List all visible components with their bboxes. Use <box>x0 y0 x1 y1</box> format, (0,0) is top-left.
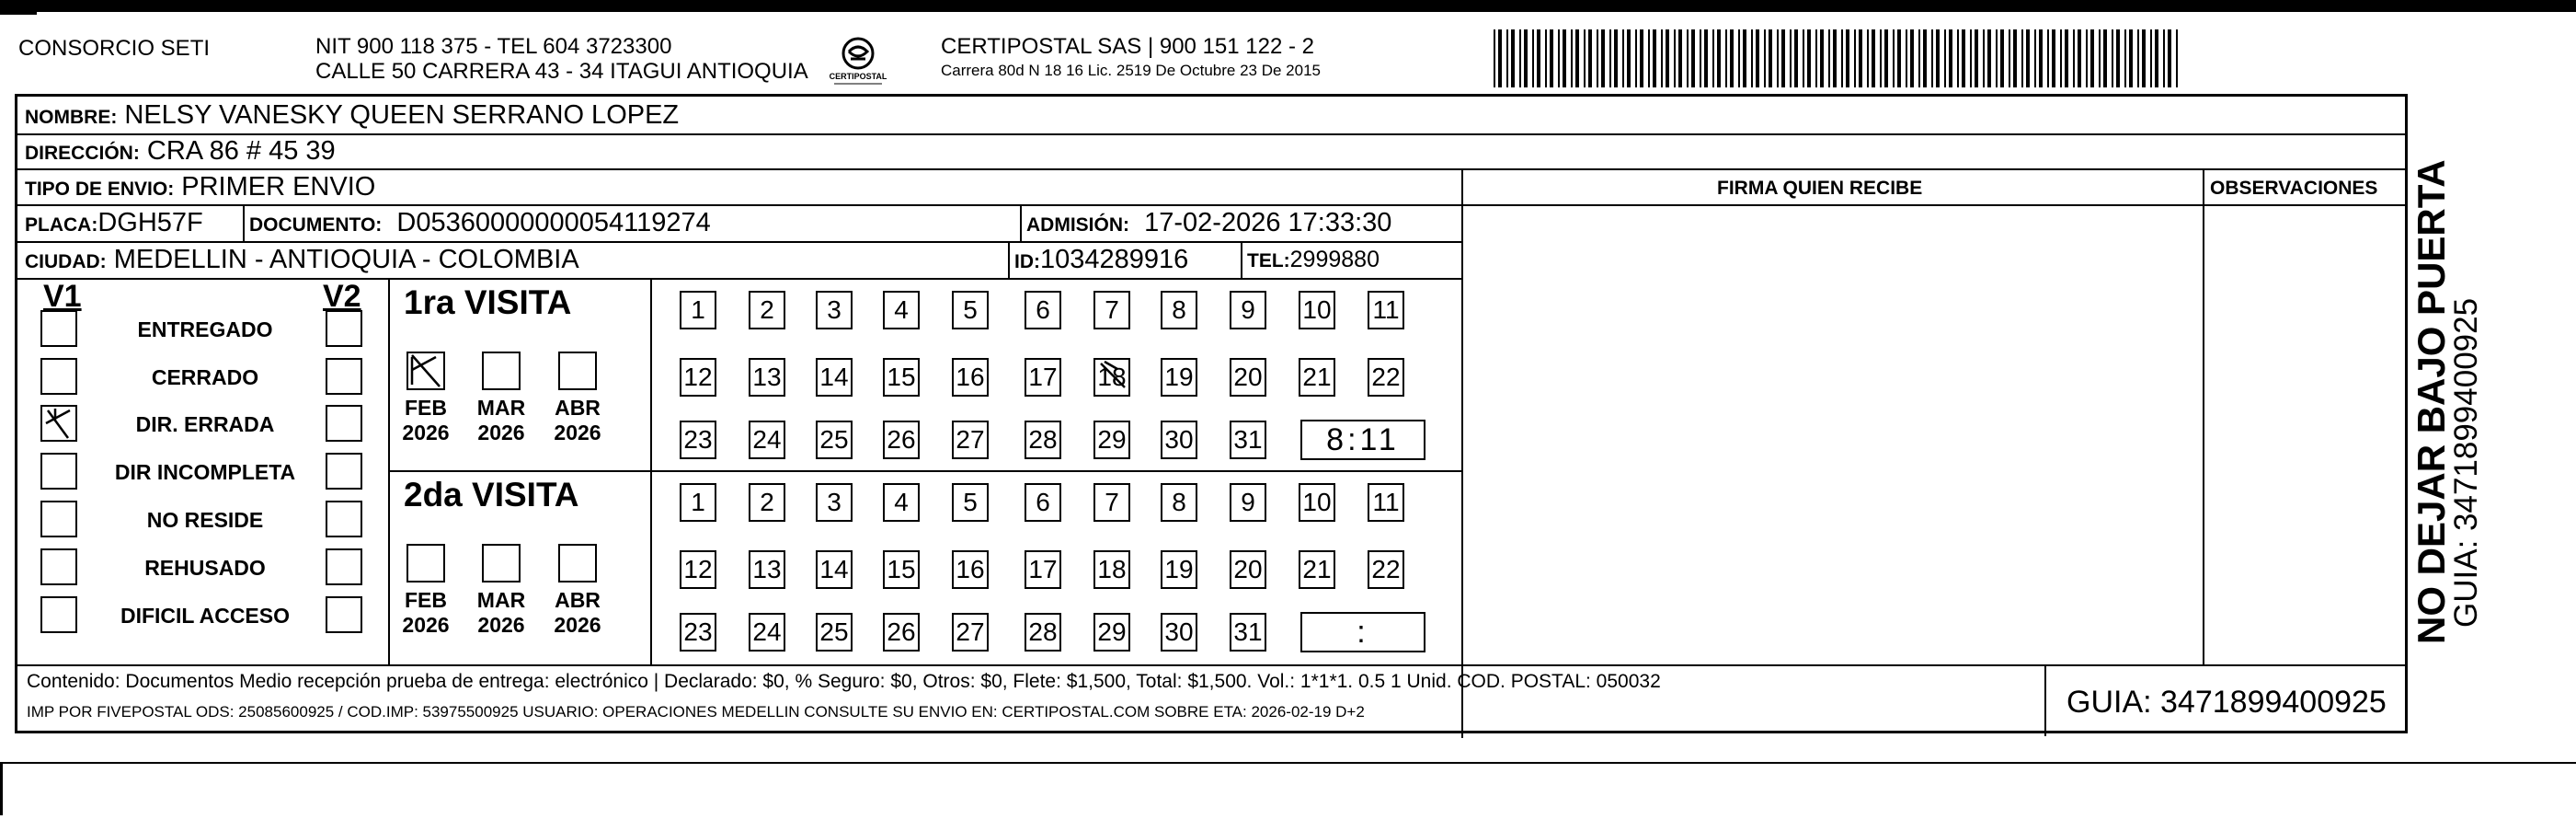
barcode-bar <box>1717 29 1721 87</box>
id-cell <box>1014 245 1188 275</box>
barcode-bar <box>2000 29 2004 87</box>
barcode-bar <box>1571 29 1573 87</box>
barcode-bar <box>1494 29 1495 87</box>
barcode-bar <box>1962 29 1965 87</box>
day-box[interactable]: 31 <box>1230 613 1266 652</box>
v2-checkbox[interactable] <box>326 405 362 442</box>
day-box[interactable]: 17 <box>1025 550 1061 589</box>
day-box[interactable]: 12 <box>680 550 716 589</box>
barcode-bar <box>2176 29 2178 87</box>
shipment-type: PRIMER ENVIO <box>181 172 376 202</box>
barcode-bar <box>1537 29 1540 87</box>
barcode-bar <box>1532 29 1534 87</box>
v1-checkbox[interactable] <box>40 596 77 633</box>
month-year: 2026 <box>402 613 450 637</box>
barcode-bar <box>2142 29 2146 87</box>
barcode-bar <box>1519 29 1521 87</box>
day-box[interactable]: 5 <box>952 483 989 522</box>
barcode-bar <box>1807 29 1811 87</box>
top-black-band <box>0 0 2576 12</box>
month-year: 2026 <box>554 613 601 637</box>
v1-checkbox[interactable] <box>40 358 77 395</box>
barcode-bar <box>1743 29 1746 87</box>
plate-value: DGH57F <box>97 208 203 237</box>
barcode-bar <box>1635 29 1637 87</box>
day-box[interactable]: 12 <box>680 358 716 397</box>
barcode-bar <box>1859 29 1862 87</box>
month-label <box>545 588 610 638</box>
cell-divider <box>1020 204 1022 241</box>
recipient-name: NELSY VANESKY QUEEN SERRANO LOPEZ <box>124 100 680 130</box>
barcode-bar <box>1884 29 1888 87</box>
month-year: 2026 <box>477 613 525 637</box>
barcode-bar <box>1738 29 1740 87</box>
tel-label: TEL: <box>1247 250 1290 271</box>
barcode-bar <box>1640 29 1643 87</box>
day-box[interactable]: 13 <box>749 550 785 589</box>
status-label: ENTREGADO <box>137 317 273 341</box>
license-line: Carrera 80d N 18 16 Lic. 2519 De Octubre 23 De 2015 <box>941 62 1321 79</box>
row-divider <box>17 133 2405 135</box>
barcode-bar <box>1622 29 1624 87</box>
top-band-notch <box>0 9 37 15</box>
city-cell <box>25 245 579 275</box>
barcode-bar <box>1661 29 1663 87</box>
plate-label: PLACA: <box>25 214 98 236</box>
day-box[interactable]: 24 <box>749 421 785 459</box>
v1-heading: V1 <box>43 279 82 314</box>
barcode-bar <box>2026 29 2030 87</box>
barcode-bar <box>1936 29 1940 87</box>
row-divider <box>17 204 1461 206</box>
barcode-bar <box>1897 29 1901 87</box>
barcode-bar <box>1906 29 1907 87</box>
v2-checkbox[interactable] <box>326 453 362 490</box>
shipment-type-row <box>25 172 375 202</box>
time-box[interactable]: 8:11 <box>1300 420 1425 460</box>
barcode-bar <box>1764 29 1766 87</box>
day-box[interactable]: 26 <box>883 421 920 459</box>
visit-title: 1ra VISITA <box>404 283 572 321</box>
barcode-bar <box>1700 29 1701 87</box>
barcode-bar <box>1609 29 1611 87</box>
day-box[interactable]: 23 <box>680 613 716 652</box>
carrier-line: CERTIPOSTAL SAS | 900 151 122 - 2 <box>941 34 1314 59</box>
day-box[interactable]: 28 <box>1025 421 1061 459</box>
barcode-bar <box>1893 29 1895 87</box>
day-box[interactable]: 2 <box>749 483 785 522</box>
day-box[interactable]: 13 <box>749 358 785 397</box>
name-row <box>25 100 679 131</box>
company-name: CONSORCIO SETI <box>18 36 211 61</box>
barcode-bar <box>1987 29 1991 87</box>
barcode-bar <box>1751 29 1753 87</box>
barcode-bar <box>2163 29 2165 87</box>
status-label: REHUSADO <box>144 556 266 580</box>
guia-box-divider <box>2044 664 2046 736</box>
month-name: ABR <box>555 396 601 420</box>
day-box[interactable]: 6 <box>1025 483 1061 522</box>
day-box[interactable]: 22 <box>1368 358 1404 397</box>
city-label: CIUDAD: <box>25 251 107 272</box>
cell-divider <box>243 204 245 241</box>
day-box[interactable]: 8 <box>1161 291 1197 329</box>
month-label <box>469 588 533 638</box>
barcode-bar <box>1653 29 1656 87</box>
month-checkbox[interactable] <box>482 352 521 390</box>
barcode-bar <box>1880 29 1882 87</box>
day-box[interactable]: 25 <box>816 613 853 652</box>
barcode-bar <box>1872 29 1875 87</box>
day-check-mark <box>1097 360 1130 399</box>
day-box[interactable]: 9 <box>1230 483 1266 522</box>
signature-column-title: FIRMA QUIEN RECIBE <box>1717 178 1923 199</box>
day-box[interactable]: 7 <box>1093 483 1130 522</box>
day-box[interactable]: 2 <box>749 291 785 329</box>
month-checkbox[interactable] <box>406 352 445 390</box>
status-label: DIR. ERRADA <box>135 412 275 436</box>
status-label: CERRADO <box>151 365 259 389</box>
barcode-bar <box>1687 29 1689 87</box>
document-cell <box>249 208 711 238</box>
admission-label: ADMISIÓN: <box>1026 214 1129 236</box>
month-label <box>469 396 533 445</box>
barcode-bar <box>1841 29 1843 87</box>
day-box[interactable]: 29 <box>1093 421 1130 459</box>
nit-line: NIT 900 118 375 - TEL 604 3723300 <box>315 34 672 59</box>
barcode-bar <box>1769 29 1772 87</box>
bottom-rule <box>0 762 2576 764</box>
barcode-bar <box>1820 29 1824 87</box>
barcode-bar <box>1648 29 1650 87</box>
barcode-bar <box>1730 29 1734 87</box>
v1-checkbox[interactable] <box>40 453 77 490</box>
barcode-bar <box>1918 29 1920 87</box>
day-box[interactable]: 26 <box>883 613 920 652</box>
v2-checkbox[interactable] <box>326 596 362 633</box>
barcode-bar <box>1970 29 1972 87</box>
barcode-bar <box>1524 29 1528 87</box>
barcode-bar <box>2021 29 2023 87</box>
day-box[interactable]: 28 <box>1025 613 1061 652</box>
month-year: 2026 <box>477 421 525 444</box>
imp-line: IMP POR FIVEPOSTAL ODS: 25085600925 / COD.IMP: 53975500925 USUARIO: OPERACIONES MEDELLIN CONSULTE SU ENVIO EN: CERTIPOSTAL.COM SOBRE ETA: 2026-02-19 D+2 <box>27 703 1365 721</box>
barcode-bar <box>1794 29 1798 87</box>
barcode-bar <box>1725 29 1727 87</box>
delivery-form <box>15 94 2408 733</box>
barcode-bar <box>2103 29 2107 87</box>
document-label: DOCUMENTO: <box>249 214 383 236</box>
barcode-bar <box>1910 29 1914 87</box>
day-box[interactable]: 27 <box>952 613 989 652</box>
observations-column-title: OBSERVACIONES <box>2210 178 2378 199</box>
barcode-bar <box>1931 29 1933 87</box>
status-label: NO RESIDE <box>146 508 264 532</box>
id-value: 1034289916 <box>1040 245 1189 274</box>
barcode-bar <box>1704 29 1708 87</box>
barcode-bar <box>1550 29 1553 87</box>
barcode-bar <box>2052 29 2055 87</box>
barcode-bar <box>1584 29 1586 87</box>
v1-checkbox[interactable] <box>40 548 77 585</box>
day-box[interactable]: 21 <box>1299 358 1335 397</box>
barcode-bar <box>1867 29 1869 87</box>
day-box[interactable]: 21 <box>1299 550 1335 589</box>
barcode-bar <box>1975 29 1978 87</box>
month-name: ABR <box>555 588 601 612</box>
v2-checkbox[interactable] <box>326 358 362 395</box>
barcode-bar <box>1601 29 1605 87</box>
barcode-bar <box>2137 29 2139 87</box>
barcode-bar <box>2009 29 2010 87</box>
address-label: DIRECCIÓN: <box>25 143 140 164</box>
certipostal-logo <box>821 35 895 90</box>
barcode-bar <box>1545 29 1547 87</box>
day-box[interactable]: 18 <box>1093 550 1130 589</box>
row-divider <box>17 241 1461 243</box>
day-box[interactable]: 30 <box>1161 421 1197 459</box>
day-box[interactable]: 5 <box>952 291 989 329</box>
barcode-bar <box>1781 29 1785 87</box>
month-label <box>394 396 458 445</box>
barcode-bar <box>2155 29 2158 87</box>
barcode-bar <box>1674 29 1676 87</box>
barcode-bar <box>2060 29 2062 87</box>
month-checkbox[interactable] <box>558 352 597 390</box>
v2-checkbox[interactable] <box>326 501 362 537</box>
day-box[interactable]: 8 <box>1161 483 1197 522</box>
barcode-bar <box>1828 29 1830 87</box>
city-value: MEDELLIN - ANTIOQUIA - COLOMBIA <box>113 245 579 274</box>
barcode-bar <box>1575 29 1579 87</box>
barcode-bar <box>1498 29 1502 87</box>
barcode-bar <box>1944 29 1946 87</box>
barcode-bar <box>2099 29 2101 87</box>
day-box[interactable]: 3 <box>816 291 853 329</box>
barcode-bar <box>1790 29 1792 87</box>
barcode-bar <box>1588 29 1592 87</box>
barcode-bar <box>1846 29 1849 87</box>
day-box[interactable]: 17 <box>1025 358 1061 397</box>
barcode-bar <box>2073 29 2075 87</box>
day-box[interactable]: 30 <box>1161 613 1197 652</box>
barcode-bar <box>2129 29 2133 87</box>
v1-checkbox[interactable] <box>40 501 77 537</box>
barcode-bar <box>1957 29 1959 87</box>
barcode-bar <box>1756 29 1759 87</box>
barcode-bar <box>1815 29 1817 87</box>
barcode-bar <box>1678 29 1682 87</box>
month-name: FEB <box>405 588 447 612</box>
plate-cell <box>25 208 203 238</box>
day-box[interactable]: 31 <box>1230 421 1266 459</box>
barcode-bar <box>1627 29 1631 87</box>
day-box[interactable]: 7 <box>1093 291 1130 329</box>
barcode-bar <box>1923 29 1927 87</box>
side-vertical-text <box>2410 129 2485 644</box>
month-checkbox[interactable] <box>482 544 521 583</box>
day-box[interactable]: 1 <box>680 483 716 522</box>
barcode-bar <box>1777 29 1779 87</box>
day-box[interactable]: 24 <box>749 613 785 652</box>
barcode-bar <box>1803 29 1804 87</box>
recipient-address: CRA 86 # 45 39 <box>146 136 336 166</box>
day-box[interactable]: 15 <box>883 550 920 589</box>
v2-checkbox[interactable] <box>326 548 362 585</box>
id-label: ID: <box>1014 251 1040 272</box>
barcode-bar <box>2124 29 2126 87</box>
day-box[interactable]: 14 <box>816 358 853 397</box>
barcode-bar <box>2034 29 2036 87</box>
month-year: 2026 <box>554 421 601 444</box>
day-box[interactable]: 4 <box>883 291 920 329</box>
barcode-bar <box>1712 29 1714 87</box>
day-box[interactable]: 10 <box>1299 291 1335 329</box>
row-divider <box>17 278 1461 280</box>
day-box[interactable]: 19 <box>1161 358 1197 397</box>
visits-divider <box>388 470 1461 472</box>
day-box[interactable]: 29 <box>1093 613 1130 652</box>
day-box[interactable]: 9 <box>1230 291 1266 329</box>
day-box[interactable]: 20 <box>1230 550 1266 589</box>
barcode-bar <box>2112 29 2113 87</box>
column-header-divider <box>1461 204 2405 206</box>
day-box[interactable]: 10 <box>1299 483 1335 522</box>
logo-wordmark: CERTIPOSTAL <box>829 72 887 81</box>
left-edge-tick <box>0 762 3 815</box>
admission-value: 17-02-2026 17:33:30 <box>1144 208 1392 237</box>
shipment-type-label: TIPO DE ENVIO: <box>25 179 175 200</box>
status-label: DIFICIL ACCESO <box>120 604 290 628</box>
status-label: DIR INCOMPLETA <box>114 460 296 484</box>
v2-checkbox[interactable] <box>326 310 362 347</box>
tel-value: 2999880 <box>1289 247 1380 272</box>
v1-checkbox[interactable] <box>40 405 77 442</box>
side-warning: NO DEJAR BAJO PUERTA <box>2410 159 2453 644</box>
month-year: 2026 <box>402 421 450 444</box>
day-box[interactable]: 22 <box>1368 550 1404 589</box>
barcode-bar <box>1983 29 1985 87</box>
day-box[interactable]: 19 <box>1161 550 1197 589</box>
address-row <box>25 136 336 167</box>
month-label <box>545 396 610 445</box>
month-name: MAR <box>476 396 526 420</box>
cell-divider <box>1241 241 1242 278</box>
tel-cell <box>1247 247 1380 273</box>
day-box[interactable]: 11 <box>1368 483 1404 522</box>
day-box[interactable]: 14 <box>816 550 853 589</box>
barcode-bar <box>2090 29 2094 87</box>
barcode-bar <box>2078 29 2081 87</box>
barcode-bar <box>1833 29 1837 87</box>
barcode-bar <box>2150 29 2152 87</box>
footer-divider <box>17 664 2405 666</box>
day-box[interactable]: 20 <box>1230 358 1266 397</box>
barcode-bar <box>1666 29 1669 87</box>
barcode-bar <box>1691 29 1695 87</box>
barcode <box>1494 29 2181 87</box>
row-divider <box>17 168 2405 170</box>
day-box[interactable]: 16 <box>952 358 989 397</box>
v2-heading: V2 <box>323 279 361 314</box>
observations-column-divider <box>2203 168 2204 665</box>
day-box[interactable]: 1 <box>680 291 716 329</box>
month-name: FEB <box>405 396 447 420</box>
day-box[interactable]: 16 <box>952 550 989 589</box>
address-line: CALLE 50 CARRERA 43 - 34 ITAGUI ANTIOQUIA <box>315 59 808 84</box>
admission-cell <box>1026 208 1391 238</box>
day-box[interactable]: 18 <box>1093 358 1130 397</box>
barcode-bar <box>1949 29 1952 87</box>
barcode-bar <box>1854 29 1856 87</box>
signature-column-divider <box>1461 168 1463 738</box>
barcode-bar <box>1558 29 1560 87</box>
barcode-bar <box>2168 29 2171 87</box>
month-label <box>394 588 458 638</box>
side-guia: GUIA: 3471899400925 <box>2448 297 2484 628</box>
month-checkbox[interactable] <box>558 544 597 583</box>
month-name: MAR <box>476 588 526 612</box>
visit-title: 2da VISITA <box>404 476 579 513</box>
barcode-bar <box>1563 29 1566 87</box>
barcode-bar <box>1597 29 1598 87</box>
barcode-bar <box>2013 29 2017 87</box>
barcode-bar <box>2065 29 2068 87</box>
barcode-bar <box>1996 29 1998 87</box>
barcode-bar <box>1506 29 1508 87</box>
month-checkbox[interactable] <box>406 544 445 583</box>
footer-guia: GUIA: 3471899400925 <box>2067 685 2387 720</box>
cell-divider <box>1008 241 1010 278</box>
barcode-bar <box>1614 29 1618 87</box>
time-box[interactable]: : <box>1300 612 1425 652</box>
name-label: NOMBRE: <box>25 107 118 128</box>
day-box[interactable]: 4 <box>883 483 920 522</box>
barcode-bar <box>1511 29 1515 87</box>
barcode-bar <box>2086 29 2088 87</box>
barcode-bar <box>2047 29 2049 87</box>
day-box[interactable]: 11 <box>1368 291 1404 329</box>
day-box[interactable]: 6 <box>1025 291 1061 329</box>
barcode-bar <box>2039 29 2043 87</box>
day-box[interactable]: 23 <box>680 421 716 459</box>
day-box[interactable]: 27 <box>952 421 989 459</box>
day-box[interactable]: 25 <box>816 421 853 459</box>
day-box[interactable]: 15 <box>883 358 920 397</box>
content-line: Contenido: Documentos Medio recepción prueba de entrega: electrónico | Declarado: $0, % Seguro: $0, Otros: $0, Flete: $1,500, Total: $1,500. Vol.: 1*1*1. 0.5 1 Unid. COD. POSTAL: 050032 <box>27 671 1661 692</box>
day-box[interactable]: 3 <box>816 483 853 522</box>
v1-checkbox[interactable] <box>40 310 77 347</box>
document-value: D05360000000054119274 <box>396 208 711 237</box>
barcode-bar <box>2116 29 2120 87</box>
